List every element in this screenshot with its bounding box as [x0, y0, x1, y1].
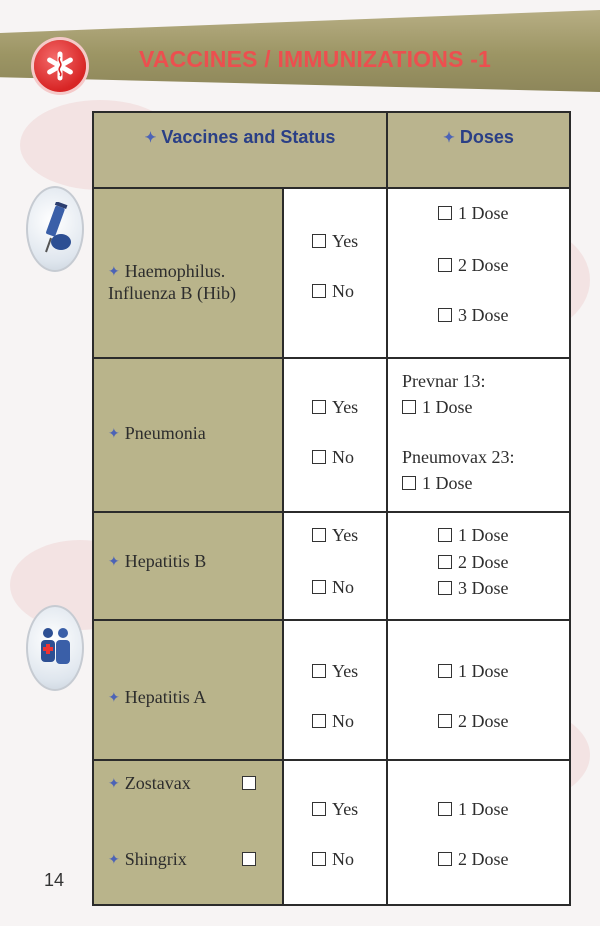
yes-checkbox[interactable]: Yes — [312, 395, 358, 419]
doses-cell-pneumonia — [386, 357, 571, 513]
dose-checkbox[interactable]: 3 Dose — [438, 303, 509, 327]
page-title: VACCINES / IMMUNIZATIONS -1 — [138, 46, 492, 72]
vaccine-name: Pneumonia — [124, 423, 206, 443]
checkbox-icon[interactable] — [402, 400, 416, 414]
checkbox-icon[interactable] — [438, 528, 452, 542]
dose-checkbox[interactable]: 3 Dose — [438, 576, 509, 600]
four-point-star-icon: ✦ — [108, 853, 120, 868]
checkbox-icon[interactable] — [242, 776, 256, 790]
checkbox-icon[interactable] — [312, 802, 326, 816]
vaccine-name-cell-shingles — [92, 759, 284, 906]
doses-header-label: Doses — [459, 127, 514, 147]
vaccine-name-cell-pneumonia — [92, 357, 284, 513]
dose-checkbox[interactable]: 1 Dose — [438, 659, 509, 683]
yes-checkbox[interactable]: Yes — [312, 797, 358, 821]
doses-cell-hepatitis-b — [386, 511, 571, 621]
status-cell-pneumonia — [282, 357, 388, 513]
vaccine-name: Hepatitis B — [124, 551, 207, 571]
dose-checkbox[interactable]: 1 Dose — [402, 471, 473, 495]
syringe-icon — [26, 186, 84, 272]
dose-checkbox[interactable]: 1 Dose — [402, 395, 473, 419]
vaccine-name-cell-hib — [92, 187, 284, 359]
dose-group-label: Pneumovax 23: — [402, 447, 515, 467]
status-cell-shingles — [282, 759, 388, 906]
checkbox-icon[interactable] — [438, 664, 452, 678]
checkbox-icon[interactable] — [312, 714, 326, 728]
yes-checkbox[interactable]: Yes — [312, 229, 358, 253]
four-point-star-icon: ✦ — [108, 427, 120, 442]
four-point-star-icon: ✦ — [108, 555, 120, 570]
status-cell-hepatitis-b — [282, 511, 388, 621]
four-point-star-icon: ✦ — [144, 129, 157, 145]
status-cell-hepatitis-a — [282, 619, 388, 761]
vaccine-name-cell-hepatitis-b — [92, 511, 284, 621]
checkbox-icon[interactable] — [402, 476, 416, 490]
checkbox-icon[interactable] — [312, 580, 326, 594]
checkbox-icon[interactable] — [312, 852, 326, 866]
header-cell-status — [92, 111, 388, 189]
yes-checkbox[interactable]: Yes — [312, 523, 358, 547]
dose-checkbox[interactable]: 2 Dose — [438, 709, 509, 733]
checkbox-icon[interactable] — [438, 555, 452, 569]
checkbox-icon[interactable] — [438, 581, 452, 595]
checkbox-icon[interactable] — [312, 400, 326, 414]
four-point-star-icon: ✦ — [443, 129, 455, 145]
dose-checkbox[interactable]: 1 Dose — [438, 797, 509, 821]
checkbox-icon[interactable] — [438, 714, 452, 728]
doctor-patient-icon — [26, 605, 84, 691]
vaccine-name-cell-hepatitis-a — [92, 619, 284, 761]
dose-checkbox[interactable]: 1 Dose — [438, 523, 509, 547]
header-cell-doses — [386, 111, 571, 189]
dose-checkbox[interactable]: 2 Dose — [438, 550, 509, 574]
checkbox-icon[interactable] — [312, 450, 326, 464]
checkbox-icon[interactable] — [242, 852, 256, 866]
checkbox-icon[interactable] — [312, 528, 326, 542]
no-checkbox[interactable]: No — [312, 575, 354, 599]
doses-cell-hepatitis-a — [386, 619, 571, 761]
checkbox-icon[interactable] — [438, 802, 452, 816]
no-checkbox[interactable]: No — [312, 445, 354, 469]
dose-checkbox[interactable]: 2 Dose — [438, 253, 509, 277]
checkbox-icon[interactable] — [312, 234, 326, 248]
four-point-star-icon: ✦ — [108, 777, 120, 792]
four-point-star-icon: ✦ — [108, 265, 120, 280]
vaccine-name: Hepatitis A — [124, 687, 207, 707]
no-checkbox[interactable]: No — [312, 279, 354, 303]
doses-cell-shingles — [386, 759, 571, 906]
checkbox-icon[interactable] — [312, 664, 326, 678]
zostavax-checkbox[interactable] — [242, 771, 262, 795]
no-checkbox[interactable]: No — [312, 709, 354, 733]
vaccine-name: Zostavax — [124, 773, 191, 793]
vaccine-name: Influenza B (Hib) — [108, 283, 236, 303]
dose-checkbox[interactable]: 1 Dose — [438, 201, 509, 225]
yes-checkbox[interactable]: Yes — [312, 659, 358, 683]
doses-cell-hib — [386, 187, 571, 359]
dose-group-label: Prevnar 13: — [402, 371, 486, 391]
shingrix-checkbox[interactable] — [242, 847, 262, 871]
dose-checkbox[interactable]: 2 Dose — [438, 847, 509, 871]
no-checkbox[interactable]: No — [312, 847, 354, 871]
checkbox-icon[interactable] — [312, 284, 326, 298]
checkbox-icon[interactable] — [438, 206, 452, 220]
four-point-star-icon: ✦ — [108, 691, 120, 706]
status-cell-hib — [282, 187, 388, 359]
vaccine-name: Haemophilus. — [124, 261, 226, 281]
vaccine-name: Shingrix — [124, 849, 187, 869]
checkbox-icon[interactable] — [438, 852, 452, 866]
page-number: 14 — [44, 870, 65, 890]
checkbox-icon[interactable] — [438, 308, 452, 322]
status-header-label: Vaccines and Status — [161, 127, 336, 147]
checkbox-icon[interactable] — [438, 258, 452, 272]
vaccine-table — [92, 111, 571, 906]
